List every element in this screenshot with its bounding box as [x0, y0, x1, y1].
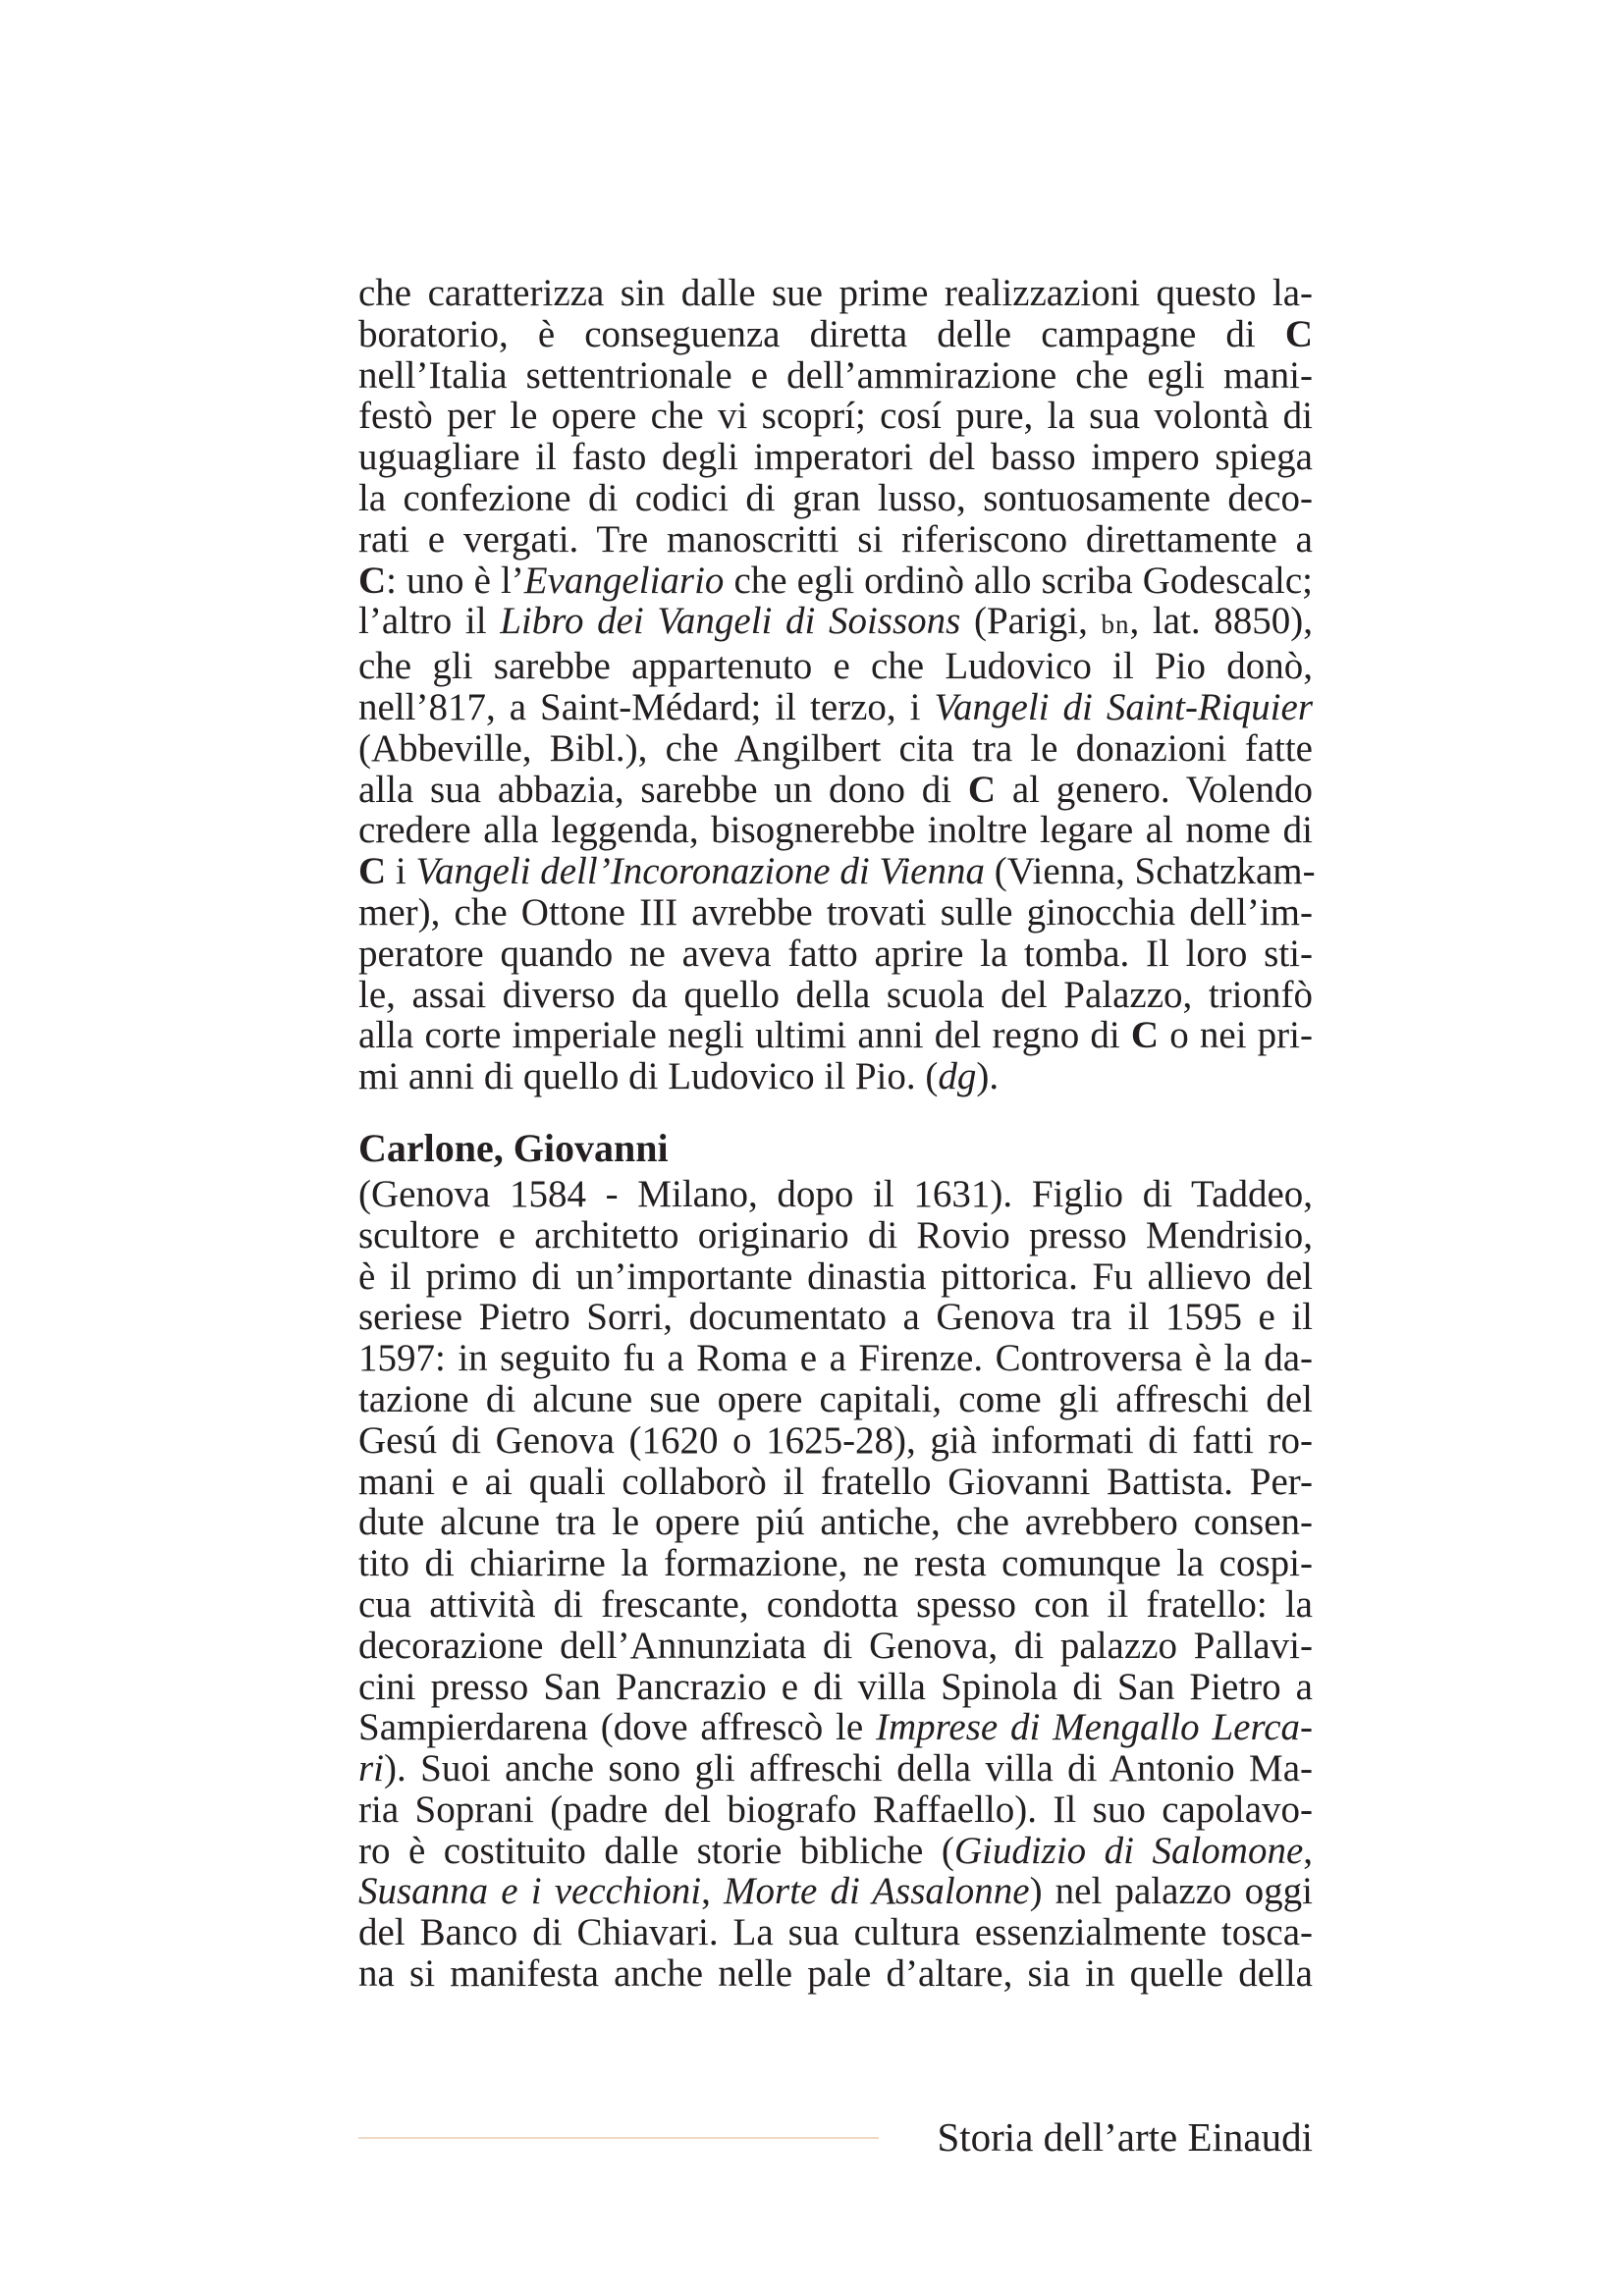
text-line: Susanna e i vecchioni, Morte di Assalonne) nel palazzo oggi	[358, 1870, 1314, 1913]
text-line: scultore e architetto originario di Rovio presso Mendrisio,	[358, 1213, 1313, 1256]
text-line: uguagliare il fasto degli imperatori del basso impero spiega	[358, 436, 1313, 479]
text-line: (Genova 1584 - Milano, dopo il 1631). Figlio di Taddeo,	[358, 1172, 1313, 1215]
work-title: Giudizio di Salomone	[953, 1829, 1304, 1872]
abbrev-c: C	[1284, 312, 1313, 355]
text-line: mani e ai quali collaborò il fratello Giovanni Battista. Per-	[358, 1460, 1313, 1503]
work-title: ri	[358, 1747, 385, 1790]
text-line: ri). Suoi anche sono gli affreschi della villa di Antonio Ma-	[358, 1747, 1313, 1790]
text-line: la confezione di codici di gran lusso, sontuosamente deco-	[358, 476, 1313, 519]
text-line: Gesú di Genova (1620 o 1625-28), già informati di fatti ro-	[358, 1418, 1313, 1462]
abbrev-c: C	[358, 850, 387, 893]
text-line: alla sua abbazia, sarebbe un dono di C al genero. Volendo	[358, 768, 1313, 811]
text-line: mi anni di quello di Ludovico il Pio. (dg).	[358, 1055, 1000, 1098]
text-line: peratore quando ne aveva fatto aprire la tomba. Il loro sti-	[358, 932, 1313, 975]
text-line: mer), che Ottone III avrebbe trovati sulle ginocchia dell’im-	[358, 890, 1313, 934]
work-title: Imprese di Mengallo Lerca-	[876, 1706, 1313, 1749]
text-line: boratorio, è conseguenza diretta delle campagne di C	[358, 312, 1313, 355]
text-line: che caratterizza sin dalle sue prime realizzazioni questo la-	[358, 272, 1313, 314]
footer-title: Storia dell’arte Einaudi	[937, 2114, 1313, 2160]
text-line: tito di chiarirne la formazione, ne resta comunque la cospi-	[358, 1542, 1313, 1585]
text-line: ria Soprani (padre del biografo Raffaello). Il suo capolavo-	[358, 1788, 1313, 1831]
text-line: credere alla leggenda, bisognerebbe inoltre legare al nome di	[358, 809, 1313, 852]
text-line: festò per le opere che vi scoprí; cosí pure, la sua volontà di	[358, 395, 1313, 438]
work-title: Libro dei Vangeli di Soissons	[500, 600, 961, 643]
abbrev-c: C	[358, 559, 387, 602]
text-line: è il primo di un’importante dinastia pittorica. Fu allievo del	[358, 1255, 1313, 1298]
entry-body	[358, 1174, 1313, 1995]
text-line: che gli sarebbe appartenuto e che Ludovico il Pio donò,	[358, 645, 1313, 688]
text-line: cini presso San Pancrazio e di villa Spinola di San Pietro a	[358, 1665, 1313, 1708]
library-abbreviation: bn	[1101, 610, 1130, 640]
paragraph-continuation	[358, 272, 1316, 1098]
text-column	[358, 272, 1316, 1996]
abbrev-c: C	[1130, 1014, 1160, 1057]
author-initials: dg	[938, 1055, 977, 1098]
text-line: nell’817, a Saint-Médard; il terzo, i Vangeli di Saint-Riquier	[358, 685, 1313, 728]
text-line: le, assai diverso da quello della scuola del Palazzo, trionfò	[358, 973, 1313, 1016]
text-line: rati e vergati. Tre manoscritti si riferiscono direttamente a	[358, 517, 1313, 561]
work-title: Vangeli di Saint-Riquier	[934, 685, 1313, 728]
text-line: ro è costituito dalle storie bibliche (Giudizio di Salomone,	[358, 1829, 1314, 1872]
text-line: C: uno è l’Evangeliario che egli ordinò allo scriba Godescalc;	[358, 559, 1314, 602]
work-title: Vangeli dell’Incoronazione di Vienna	[415, 850, 985, 893]
text-line: l’altro il Libro dei Vangeli di Soissons (Parigi, bn, lat. 8850),	[358, 600, 1314, 643]
entry-heading: Carlone, Giovanni	[358, 1125, 669, 1170]
text-line: na si manifesta anche nelle pale d’altare, sia in quelle della	[358, 1952, 1313, 1996]
work-title: Morte di Assalonne	[724, 1870, 1030, 1913]
text-line: 1597: in seguito fu a Roma e a Firenze. Controversa è la da-	[358, 1337, 1313, 1380]
text-line: alla corte imperiale negli ultimi anni del regno di C o nei pri-	[358, 1014, 1313, 1057]
text-line: cua attività di frescante, condotta spesso con il fratello: la	[358, 1582, 1313, 1626]
work-title: Susanna e i vecchioni	[358, 1870, 702, 1913]
text-line: seriese Pietro Sorri, documentato a Genova tra il 1595 e il	[358, 1296, 1313, 1339]
abbrev-c: C	[967, 768, 997, 811]
text-line: nell’Italia settentrionale e dell’ammirazione che egli mani-	[358, 353, 1313, 397]
text-line: dute alcune tra le opere piú antiche, che avrebbero consen-	[358, 1501, 1313, 1544]
footer-rule	[358, 2137, 879, 2139]
text-line: (Abbeville, Bibl.), che Angilbert cita tra le donazioni fatte	[358, 726, 1313, 770]
text-line: del Banco di Chiavari. La sua cultura essenzialmente tosca-	[358, 1911, 1313, 1954]
text-line: Sampierdarena (dove affrescò le Imprese di Mengallo Lerca-	[358, 1706, 1313, 1749]
text-line: tazione di alcune sue opere capitali, come gli affreschi del	[358, 1377, 1313, 1420]
text-line: decorazione dell’Annunziata di Genova, di palazzo Pallavi-	[358, 1624, 1313, 1667]
text-line: C i Vangeli dell’Incoronazione di Vienna (Vienna, Schatzkam-	[358, 850, 1316, 893]
work-title: Evangeliario	[523, 559, 725, 602]
